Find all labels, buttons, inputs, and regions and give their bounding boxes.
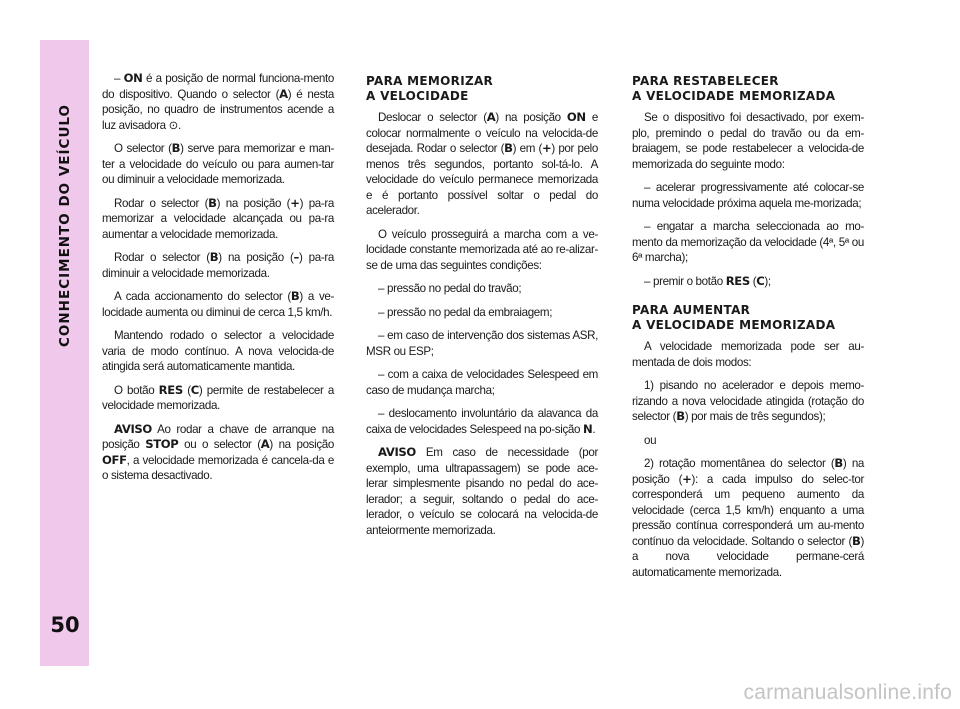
paragraph-minus: Rodar o selector (B) na posição (–) pa-ra diminuir a velocidade memorizada. — [102, 250, 334, 280]
paragraph-conditions: O veículo prosseguirá a marcha com a ve-locidade constante memorizada até ao re-alizar-se de uma das seguintes condições: — [366, 227, 598, 272]
section-title: CONHECIMENTO DO VEÍCULO — [57, 103, 73, 347]
paragraph-method-2: 2) rotação momentânea do selector (B) na posição (+): a cada impulso do selec-tor corresponderá um pequeno aumento da velocidade (cerca 1,5 km/h) enquanto a uma pressão contínua corresponderá um au-mento contínuo da velocidade. Soltando o selector (B) a nova velocidade permane-cerá automaticamente memorizada. — [632, 456, 865, 579]
list-item: – engatar a marcha seleccionada ao mo-mento da memorização da velocidade (4ª, 5ª ou 6ª marcha); — [632, 220, 864, 264]
column-right — [632, 74, 864, 588]
paragraph-res: O botão RES (C) permite de restabelecer a velocidade memorizada. — [102, 382, 334, 412]
cruise-warning-light-icon: ⊙ — [168, 118, 179, 132]
paragraph-on: – ON é a posição de normal funciona-mento do dispositivo. Quando o selector (A) é nesta posição, no quadro de instrumentos acende a luz avisadora ⊙. — [102, 71, 335, 132]
paragraph-step: A cada accionamento do selector (B) a ve-locidade aumenta ou diminui de cerca 1,5 km/h. — [102, 289, 334, 319]
paragraph-restabelecer: Se o dispositivo foi desactivado, por exem-plo, premindo o pedal do travão ou da em-braiagem, se pode restabelecer a velocida-de memorizada do seguinte modo: — [632, 111, 864, 171]
list-item: – premir o botão RES (C); — [644, 273, 771, 288]
list-item: – deslocamento involuntário da alavanca da caixa de velocidades Selespeed na po-sição N. — [366, 407, 598, 436]
list-item: – acelerar progressivamente até colocar-se numa velocidade próxima aquela me-morizada; — [632, 181, 864, 210]
paragraph-continuous: Mantendo rodado o selector a velocidade varia de modo contínuo. A nova velocida-de atingida será automaticamente mantida. — [102, 329, 334, 373]
paragraph-plus: Rodar o selector (B) na posição (+) pa-ra memorizar a velocidade alcançada ou pa-ra aumentar a velocidade memorizada. — [102, 195, 335, 241]
paragraph-selector: O selector (B) serve para memorizar e man-ter a velocidade do veículo ou para aumen-tar ou diminuir a velocidade memorizada. — [102, 141, 334, 186]
column-middle — [366, 74, 598, 546]
watermark: carmanualsonline.info — [743, 681, 952, 704]
page-number: 50 — [50, 613, 80, 637]
column-left — [102, 71, 334, 492]
list-item: – com a caixa de velocidades Selespeed em caso de mudança marcha; — [366, 368, 598, 397]
list-item: – pressão no pedal da embraiagem; — [378, 305, 553, 319]
paragraph-aviso: AVISO Em caso de necessidade (por exemplo, uma ultrapassagem) se pode ace-lerar simplesmente pisando no pedal do ace-lerador; a seguir, soltando o pedal do ace-lerador, o veículo se colocará na velocida-de anteiormente memorizada. — [366, 445, 598, 537]
heading-aumentar: PARA AUMENTAR A VELOCIDADE MEMORIZADA — [632, 303, 836, 332]
list-item: – em caso de intervenção dos sistemas ASR, MSR ou ESP; — [366, 329, 598, 358]
heading-restabelecer: PARA RESTABELECER A VELOCIDADE MEMORIZADA — [632, 74, 836, 103]
paragraph-aviso: AVISO Ao rodar a chave de arranque na posição STOP ou o selector (A) na posição OFF, a velocidade memorizada é cancela-da e o sistema desactivado. — [102, 421, 334, 482]
heading-memorizar: PARA MEMORIZAR A VELOCIDADE — [366, 74, 494, 103]
paragraph-or: ou — [644, 433, 657, 447]
paragraph-method-1: 1) pisando no acelerador e depois memo-rizando a nova velocidade atingida (rotação do selector (B) por mais de três segundos); — [632, 379, 864, 423]
paragraph-aumentar: A velocidade memorizada pode ser au-mentada de dois modos: — [632, 340, 864, 369]
paragraph-memorizar: Deslocar o selector (A) na posição ON e colocar normalmente o veículo na velocida-de desejada. Rodar o selector (B) em (+) por pelo menos três segundos, portanto sol-tá-lo. A velocidade do veículo permanece memorizada e é portanto possível soltar o pedal do acelerador. — [366, 110, 598, 217]
list-item: – pressão no pedal do travão; — [378, 282, 522, 295]
